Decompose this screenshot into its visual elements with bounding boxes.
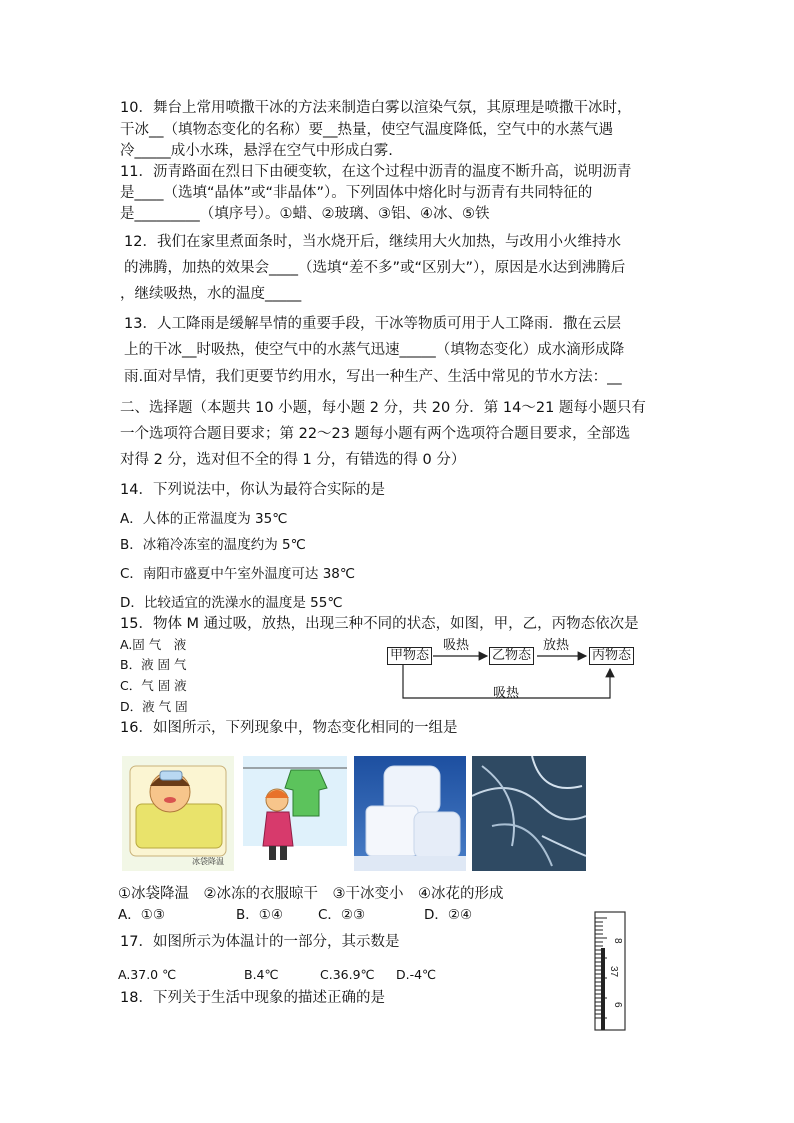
q14-option-b: B．冰箱冷冻室的温度约为 5℃ [120,537,306,553]
frost-flower-picture [472,756,586,871]
frozen-clothes-drawing [243,756,347,871]
q11-line1: 11．沥青路面在烈日下由硬变软，在这个过程中沥青的温度不断升高，说明沥青 [120,164,632,180]
q16-option-d: D．②④ [424,907,473,923]
q13-line1: 13．人工降雨是缓解旱情的重要手段，干冰等物质可用于人工降雨．撒在云层 [124,316,621,332]
q17-option-a: A.37.0 ℃ [118,967,177,982]
q14-option-c: C．南阳市盛夏中午室外温度可达 38℃ [120,566,356,582]
q16-stem: 16．如图所示，下列现象中，物态变化相同的一组是 [120,720,458,736]
q12-line3: ，继续吸热，水的温度_____ [120,286,302,302]
thermo-label-37: 37 [608,966,619,978]
state-change-diagram [385,636,645,708]
q15-option-a: A.固 气 液 [120,637,187,652]
frozen-clothes-picture [243,756,347,871]
q18-stem: 18．下列关于生活中现象的描述正确的是 [120,990,385,1006]
q17-option-c: C.36.9℃ [320,967,375,982]
section2-line3: 对得 2 分，选对但不全的得 1 分，有错选的得 0 分） [120,452,466,468]
q14-option-d: D．比较适宜的洗澡水的温度是 55℃ [120,595,343,611]
q10-line3: 冷_____成小水珠，悬浮在空气中形成白雾. [120,143,393,159]
state-box-bing: 丙物态 [589,647,634,665]
q15-stem: 15．物体 M 通过吸，放热，出现三种不同的状态，如图，甲，乙，丙物态依次是 [120,616,639,632]
q15-option-b: B．液 固 气 [120,657,187,672]
ice-bag-drawing [122,756,234,871]
q12-line1: 12．我们在家里煮面条时，当水烧开后，继续用大火加热，与改用小火维持水 [124,234,621,250]
q14-option-a: A．人体的正常温度为 35℃ [120,511,288,527]
ice-bag-picture [122,756,234,871]
q10-line2: 干冰__（填物态变化的名称）要__热量，使空气温度降低，空气中的水蒸气遇 [120,122,613,138]
section2-line1: 二、选择题（本题共 10 小题，每小题 2 分，共 20 分．第 14～21 题每小题只有 [120,400,646,416]
q14-stem: 14．下列说法中，你认为最符合实际的是 [120,482,385,498]
frost-flower-drawing [472,756,586,871]
q10-line1: 10．舞台上常用喷撒干冰的方法来制造白雾以渲染气氛，其原理是喷撒干冰时， [120,100,632,116]
thermometer-picture [585,908,635,1034]
dry-ice-picture [354,756,466,871]
ice-bag-caption: 冰袋降温 [192,857,224,866]
section2-line2: 一个选项符合题目要求；第 22～23 题每小题有两个选项符合题目要求，全部选 [120,426,631,442]
arrow-label-absorb-2: 吸热 [493,686,520,701]
q17-option-b: B.4℃ [244,967,279,982]
q17-option-d: D.-4℃ [396,967,437,982]
q16-labels: ①冰袋降温 ②冰冻的衣服晾干 ③干冰变小 ④冰花的形成 [118,886,504,902]
state-box-jia: 甲物态 [387,647,432,665]
arrow-label-absorb-1: 吸热 [443,638,470,653]
q13-line2: 上的干冰__时吸热，使空气中的水蒸气迅速_____（填物态变化）成水滴形成降 [124,342,625,358]
thermo-label-8: 8 [612,938,623,944]
q13-line3: 雨.面对旱情，我们更要节约用水，写出一种生产、生活中常见的节水方法：__ [124,369,622,385]
q12-line2: 的沸腾，加热的效果会____（选填“差不多”或“区别大”），原因是水达到沸腾后 [124,260,626,276]
dry-ice-drawing [354,756,466,871]
arrow-label-release: 放热 [543,638,570,653]
thermometer-drawing [585,908,635,1034]
thermo-label-6: 6 [612,1002,623,1008]
q11-line2: 是____（选填“晶体”或“非晶体”）。下列固体中熔化时与沥青有共同特征的 [120,185,593,201]
q11-line3: 是_________（填序号）。①蜡、②玻璃、③铝、④冰、⑤铁 [120,206,490,222]
q16-option-c: C．②③ [318,907,366,923]
q15-option-c: C．气 固 液 [120,678,187,693]
q17-stem: 17．如图所示为体温计的一部分，其示数是 [120,934,400,950]
q15-option-d: D．液 气 固 [120,699,188,714]
state-box-yi: 乙物态 [489,647,534,665]
q16-option-b: B．①④ [236,907,283,923]
q16-option-a: A．①③ [118,907,165,923]
